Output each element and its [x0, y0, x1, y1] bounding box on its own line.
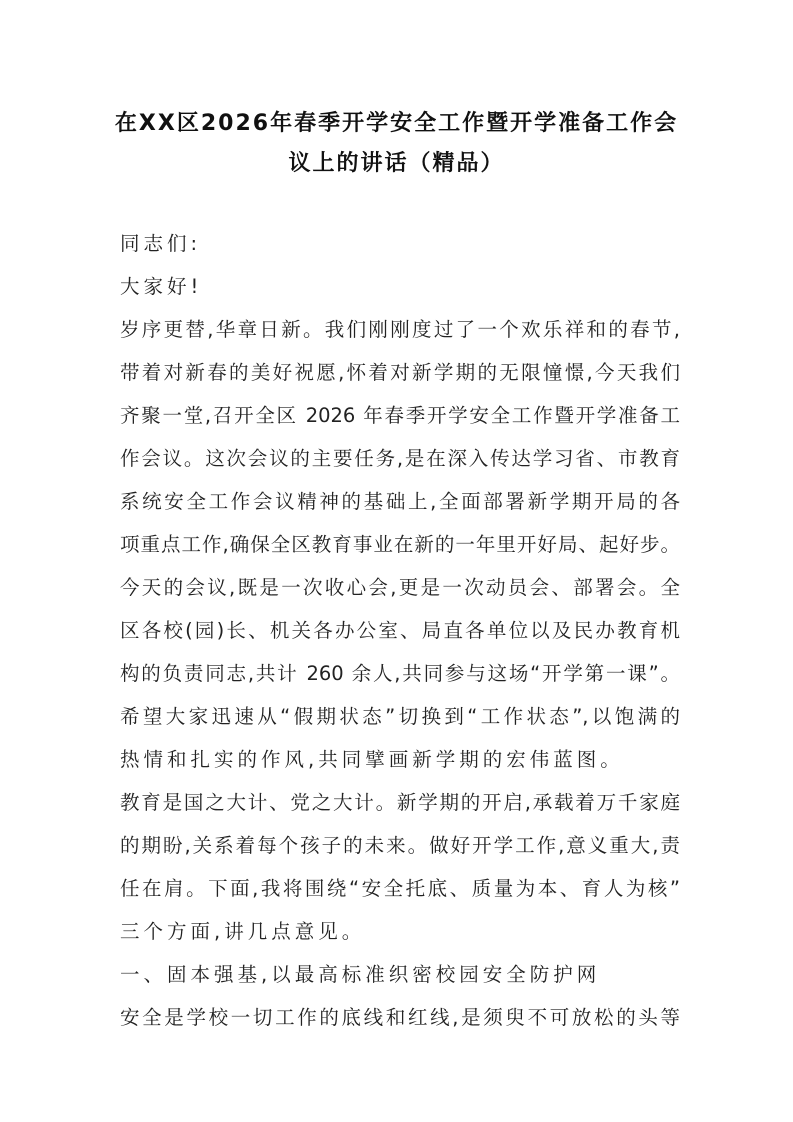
body-line: 希望大家迅速从“假期状态”切换到“工作状态”,以饱满的: [120, 705, 680, 728]
body-line: 的期盼,关系着每个孩子的未来。做好开学工作,意义重大,责: [120, 834, 680, 857]
body-line: 区各校(园)长、机关各办公室、局直各单位以及民办教育机: [120, 619, 680, 642]
section-heading: 一、固本强基,以最高标准织密校园安全防护网: [120, 963, 601, 986]
body-line: 任在肩。下面,我将围绕“安全托底、质量为本、育人为核”: [120, 877, 680, 900]
greeting: 大家好!: [120, 275, 203, 298]
body-line: 三个方面,讲几点意见。: [120, 920, 366, 943]
body-line: 安全是学校一切工作的底线和红线,是须臾不可放松的头等: [120, 1006, 680, 1029]
body-line: 齐聚一堂,召开全区 2026 年春季开学安全工作暨开学准备工: [120, 404, 680, 427]
body-line: 今天的会议,既是一次收心会,更是一次动员会、部署会。全: [120, 576, 680, 599]
document-title-line-2: 议上的讲话（精品）: [288, 151, 505, 176]
body-line: 带着对新春的美好祝愿,怀着对新学期的无限憧憬,今天我们: [120, 361, 680, 384]
body-line: 岁序更替,华章日新。我们刚刚度过了一个欢乐祥和的春节,: [120, 318, 680, 341]
body-line: 项重点工作,确保全区教育事业在新的一年里开好局、起好步。: [120, 533, 680, 556]
salutation: 同志们:: [120, 232, 202, 255]
body-line: 作会议。这次会议的主要任务,是在深入传达学习省、市教育: [120, 447, 680, 470]
body-line: 构的负责同志,共计 260 余人,共同参与这场“开学第一课”。: [120, 662, 680, 685]
body-line: 系统安全工作会议精神的基础上,全面部署新学期开局的各: [120, 490, 680, 513]
document-title-line-1: 在XX区2026年春季开学安全工作暨开学准备工作会: [114, 111, 679, 136]
body-line: 热情和扎实的作风,共同擘画新学期的宏伟蓝图。: [120, 748, 624, 771]
document-body: [120, 222, 680, 1039]
body-line: 教育是国之大计、党之大计。新学期的开启,承载着万千家庭: [120, 791, 680, 814]
